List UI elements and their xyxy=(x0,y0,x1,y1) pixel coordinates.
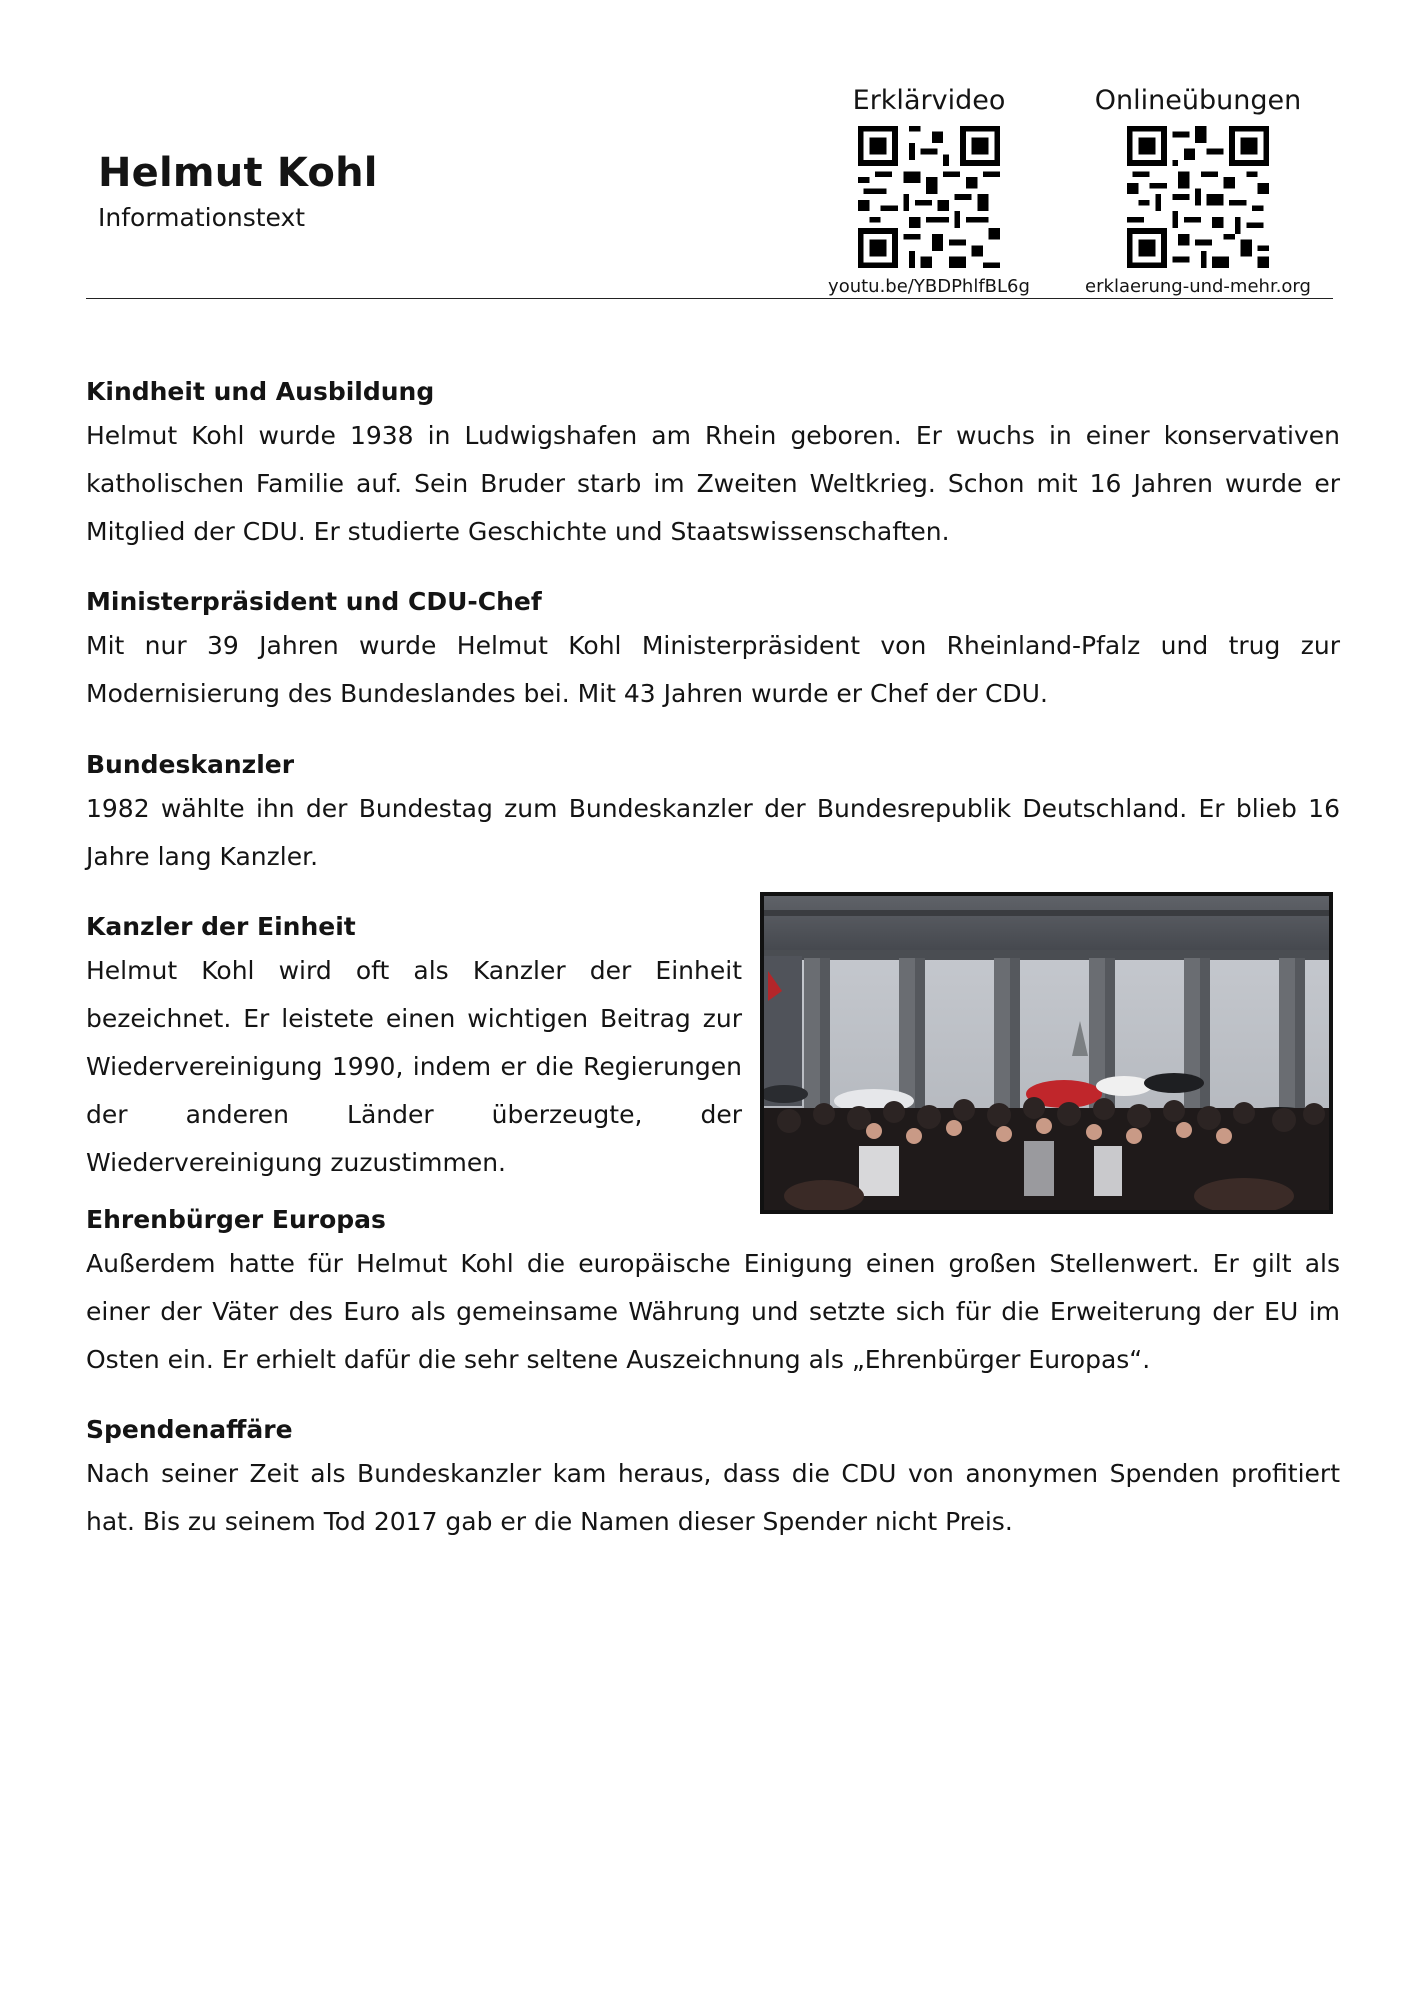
section-heading: Kanzler der Einheit xyxy=(86,912,356,941)
section-donation-affair xyxy=(86,1410,1340,1546)
section-text: Helmut Kohl wird oft als Kanzler der Einheit bezeichnet. Er leistete einen wichtigen Beitrag zur Wiedervereinigung 1990, indem er die Regierungen der anderen Länder überzeugte, der Wiedervereinigung zuzustimmen. xyxy=(86,956,742,1177)
qr-label-video: Erklärvideo xyxy=(852,85,1006,116)
section-chancellor xyxy=(86,745,1340,881)
qr-block-video xyxy=(814,84,1044,297)
section-unity xyxy=(86,907,742,1187)
section-heading: Ministerpräsident und CDU-Chef xyxy=(86,587,542,616)
qr-url-video[interactable]: youtu.be/YBDPhlfBL6g xyxy=(828,276,1030,297)
section-heading: Bundeskanzler xyxy=(86,750,295,779)
qr-code-icon[interactable] xyxy=(1127,126,1269,268)
section-heading: Spendenaffäre xyxy=(86,1415,293,1444)
section-text: Helmut Kohl wurde 1938 in Ludwigshafen am Rhein geboren. Er wuchs in einer konservativen katholischen Familie auf. Sein Bruder starb im Zweiten Weltkrieg. Schon mit 16 Jahren wurde er Mitglied der CDU. Er studierte Geschichte und Staatswissenschaften. xyxy=(86,421,1340,546)
section-text: Mit nur 39 Jahren wurde Helmut Kohl Ministerpräsident von Rheinland-Pfalz und trug zur Modernisierung des Bundeslandes bei. Mit 43 Jahren wurde er Chef der CDU. xyxy=(86,631,1340,708)
section-heading: Kindheit und Ausbildung xyxy=(86,377,435,406)
header-divider xyxy=(86,298,1333,299)
section-text: Außerdem hatte für Helmut Kohl die europäische Einigung einen großen Stellenwert. Er gilt als einer der Väter des Euro als gemeinsame Währung und setzte sich für die Erweiterung der EU im Osten ein. Er erhielt dafür die sehr seltene Auszeichnung als „Ehrenbürger Europas“. xyxy=(86,1249,1340,1374)
qr-code-icon[interactable] xyxy=(858,126,1000,268)
qr-url-exercises[interactable]: erklaerung-und-mehr.org xyxy=(1085,276,1311,297)
section-minister-president xyxy=(86,582,1340,718)
page-title: Helmut Kohl xyxy=(98,150,378,196)
qr-block-exercises xyxy=(1083,84,1313,297)
page-subtitle: Informationstext xyxy=(98,203,306,232)
section-heading: Ehrenbürger Europas xyxy=(86,1205,386,1234)
section-text: Nach seiner Zeit als Bundeskanzler kam heraus, dass die CDU von anonymen Spenden profitiert hat. Bis zu seinem Tod 2017 gab er die Namen dieser Spender nicht Preis. xyxy=(86,1459,1340,1536)
brandenburg-gate-photo xyxy=(760,892,1333,1214)
section-european-citizen xyxy=(86,1200,1340,1384)
section-text: 1982 wählte ihn der Bundestag zum Bundeskanzler der Bundesrepublik Deutschland. Er blieb 16 Jahre lang Kanzler. xyxy=(86,794,1340,871)
section-childhood xyxy=(86,372,1340,556)
qr-label-exercises: Onlineübungen xyxy=(1094,85,1302,116)
